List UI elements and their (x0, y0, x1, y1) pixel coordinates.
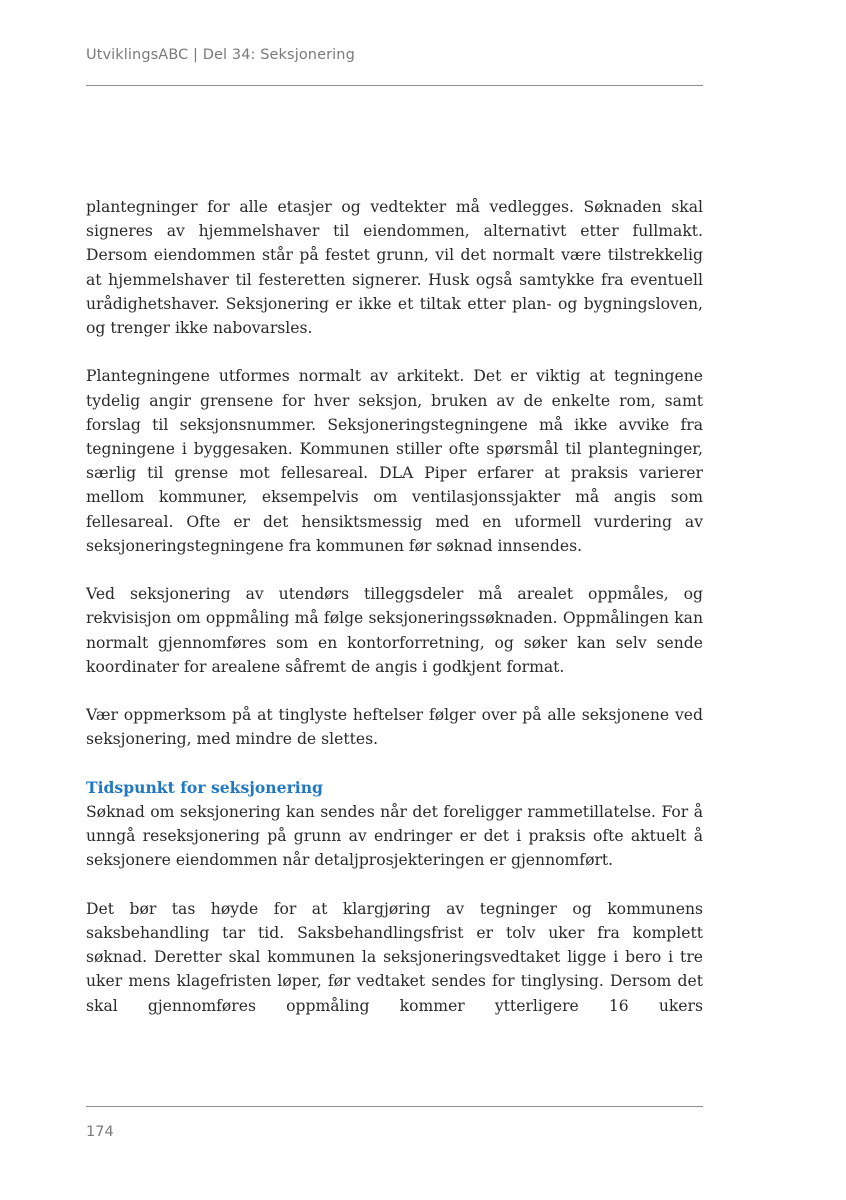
paragraph-application-requirements: plantegninger for alle etasjer og vedtekter må vedlegges. Søknaden skal signeres av hjemmelshaver til eiendommen, alternativt etter fullmakt. Dersom eiendommen står på festet grunn, vil det normalt være tilstrekkelig at hjemmelshaver til festeretten signerer. Husk også samtykke fra eventuell urådighetshaver. Seksjonering er ikke et tiltak etter plan- og bygningsloven, og trenger ikke nabovarsles. (86, 198, 703, 338)
paragraph-processing-time: Det bør tas høyde for at klargjøring av tegninger og kommunens saksbehandling tar tid. Saksbehandlingsfrist er tolv uker fra komplett søknad. Deretter skal kommunen la seksjoneringsvedtaket ligge i bero i tre uker mens klagefristen løper, før vedtaket sendes for tinglysing. Dersom det skal gjennomføres oppmåling kommer ytterligere 16 ukers (86, 899, 703, 1015)
paragraph-encumbrances: Vær oppmerksom på at tinglyste heftelser følger over på alle seksjonene ved seksjonering, med mindre de slettes. (86, 706, 703, 749)
header-divider (86, 85, 703, 86)
paragraph-timing: Søknad om seksjonering kan sendes når det foreligger rammetillatelse. For å unngå reseksjonering på grunn av endringer er det i praksis ofte aktuelt å seksjonere eiendommen når detaljprosjekteringen er gjennomført. (86, 803, 703, 870)
page-number: 174 (86, 1124, 114, 1140)
section-heading-timing: Tidspunkt for seksjonering (86, 777, 323, 797)
paragraph-outdoor-areas: Ved seksjonering av utendørs tilleggsdeler må arealet oppmåles, og rekvisisjon om oppmåling må følge seksjoneringssøknaden. Oppmålingen kan normalt gjennomføres som en kontorforretning, og søker kan selv sende koordinater for arealene såfremt de angis i godkjent format. (86, 585, 703, 676)
paragraph-floor-plans: Plantegningene utformes normalt av arkitekt. Det er viktig at tegningene tydelig angir grensene for hver seksjon, bruken av de enkelte rom, samt forslag til seksjonsnummer. Seksjoneringstegningene må ikke avvike fra tegningene i byggesaken. Kommunen stiller ofte spørsmål til plantegninger, særlig til grense mot fellesareal. DLA Piper erfarer at praksis varierer mellom kommuner, eksempelvis om ventilasjonssjakter må angis som fellesareal. Ofte er det hensiktsmessig med en uformell vurdering av seksjoneringstegningene fra kommunen før søknad innsendes. (86, 367, 703, 555)
footer-divider (86, 1106, 703, 1107)
running-header: UtviklingsABC | Del 34: Seksjonering (86, 47, 355, 63)
main-text (86, 195, 703, 1042)
